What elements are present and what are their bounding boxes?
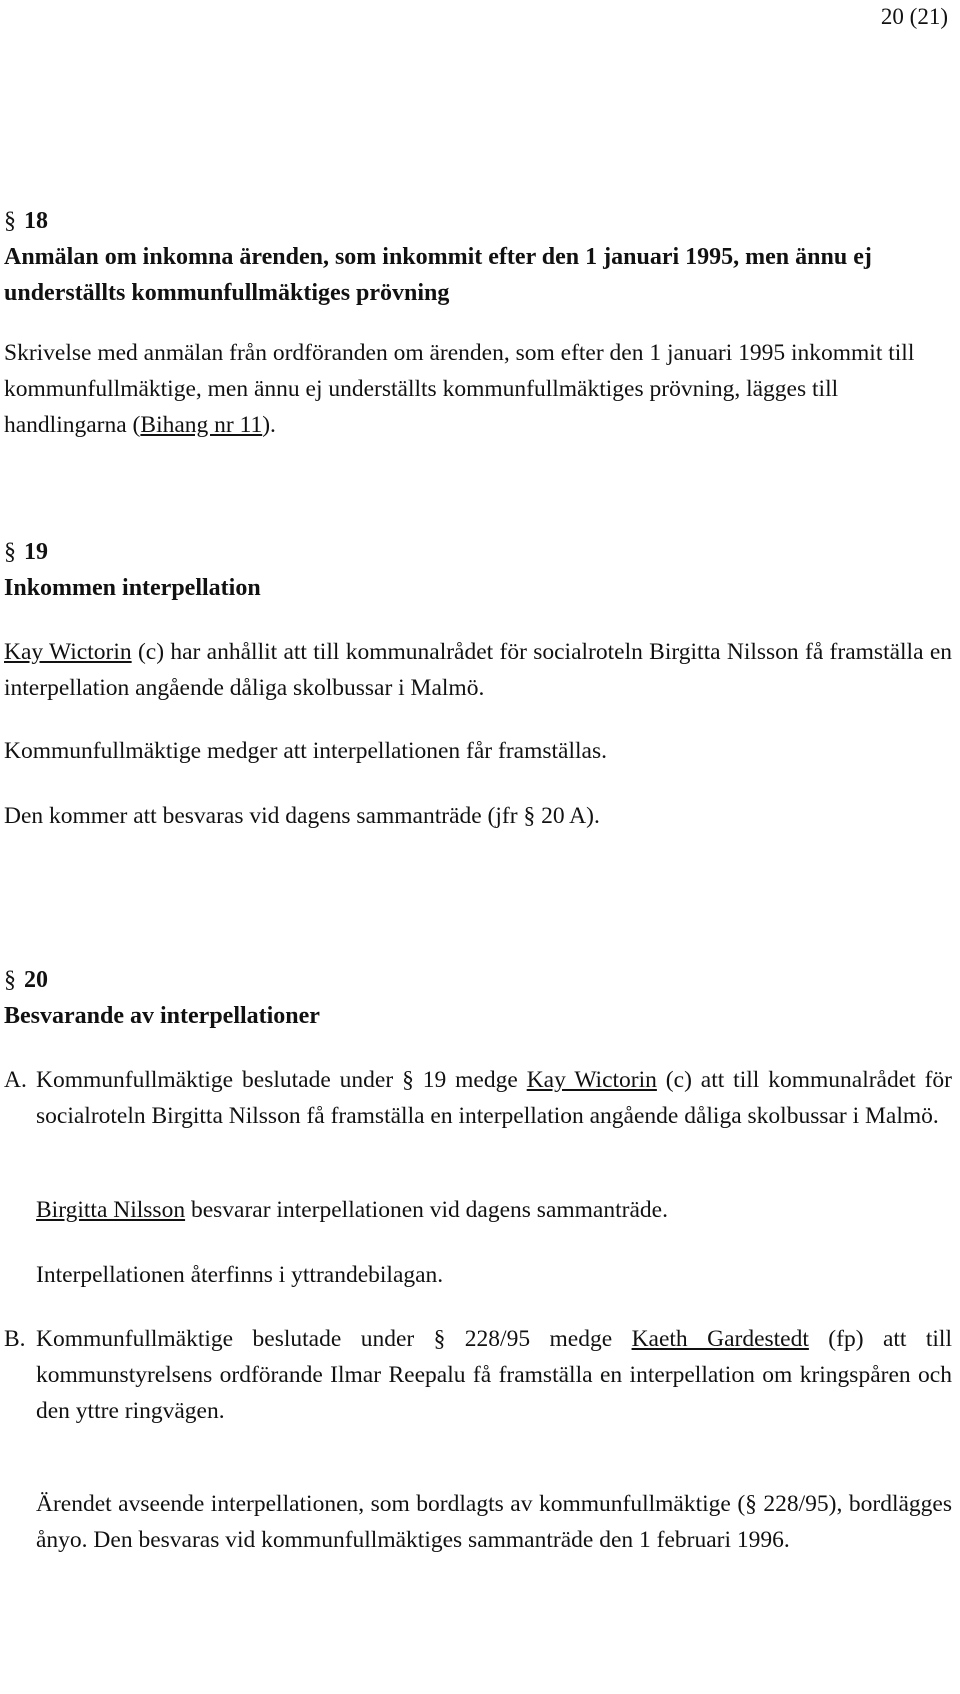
item-b-paragraph-1: Kommunfullmäktige beslutade under § 228/95 medge Kaeth Gardestedt (fp) att till kommunstyrelsens ordförande Ilmar Reepalu få framställa en interpellation om kringspåren och den yttre ringvägen. xyxy=(36,1326,952,1424)
person-name: Kay Wictorin xyxy=(4,639,132,665)
section-20-title: Besvarande av interpellationer xyxy=(4,1003,320,1029)
section-symbol: § xyxy=(4,967,16,993)
item-a-paragraph-2: Birgitta Nilsson besvarar interpellationen vid dagens sammanträde. xyxy=(36,1197,668,1223)
section-19-paragraph-2: Kommunfullmäktige medger att interpellationen får framställas. xyxy=(4,738,607,764)
section-19-heading xyxy=(4,534,48,570)
section-symbol: § xyxy=(4,539,16,565)
person-name: Birgitta Nilsson xyxy=(36,1197,186,1223)
section-18-title: Anmälan om inkomna ärenden, som inkommit efter den 1 januari 1995, men ännu ej underställts kommunfullmäktiges prövning xyxy=(4,244,872,306)
person-name: Kaeth Gardestedt xyxy=(631,1326,809,1352)
section-19-paragraph-3: Den kommer att besvaras vid dagens sammanträde (jfr § 20 A). xyxy=(4,803,600,829)
item-b-paragraph-2: Ärendet avseende interpellationen, som bordlagts av kommunfullmäktige (§ 228/95), bordlägges ånyo. Den besvaras vid kommunfullmäktiges sammanträde den 1 februari 1996. xyxy=(36,1491,952,1553)
item-a-paragraph-1: Kommunfullmäktige beslutade under § 19 medge Kay Wictorin (c) att till kommunalrådet för socialroteln Birgitta Nilsson få framställa en interpellation angående dåliga skolbussar i Malmö. xyxy=(36,1067,952,1129)
item-b-label: B. xyxy=(4,1326,26,1352)
page-number: 20 (21) xyxy=(880,4,948,29)
section-number: 20 xyxy=(24,967,48,993)
item-a-paragraph-3: Interpellationen återfinns i yttrandebilagan. xyxy=(36,1262,444,1288)
bihang-link[interactable]: Bihang nr 11 xyxy=(140,412,263,438)
section-19-title: Inkommen interpellation xyxy=(4,575,261,601)
section-number: 19 xyxy=(24,539,48,565)
section-symbol: § xyxy=(4,208,16,234)
section-18-heading xyxy=(4,203,48,239)
section-20-heading xyxy=(4,962,48,998)
item-a-label: A. xyxy=(4,1067,27,1093)
section-18-body: Skrivelse med anmälan från ordföranden om ärenden, som efter den 1 januari 1995 inkommit till kommunfullmäktige, men ännu ej underställts kommunfullmäktiges prövning, lägges till handlingarna (Bihang nr 11). xyxy=(4,340,915,438)
section-number: 18 xyxy=(24,208,48,234)
person-name: Kay Wictorin xyxy=(526,1067,657,1093)
section-19-paragraph-1: Kay Wictorin (c) har anhållit att till kommunalrådet för socialroteln Birgitta Nilsson få framställa en interpellation angående dåliga skolbussar i Malmö. xyxy=(4,639,953,701)
